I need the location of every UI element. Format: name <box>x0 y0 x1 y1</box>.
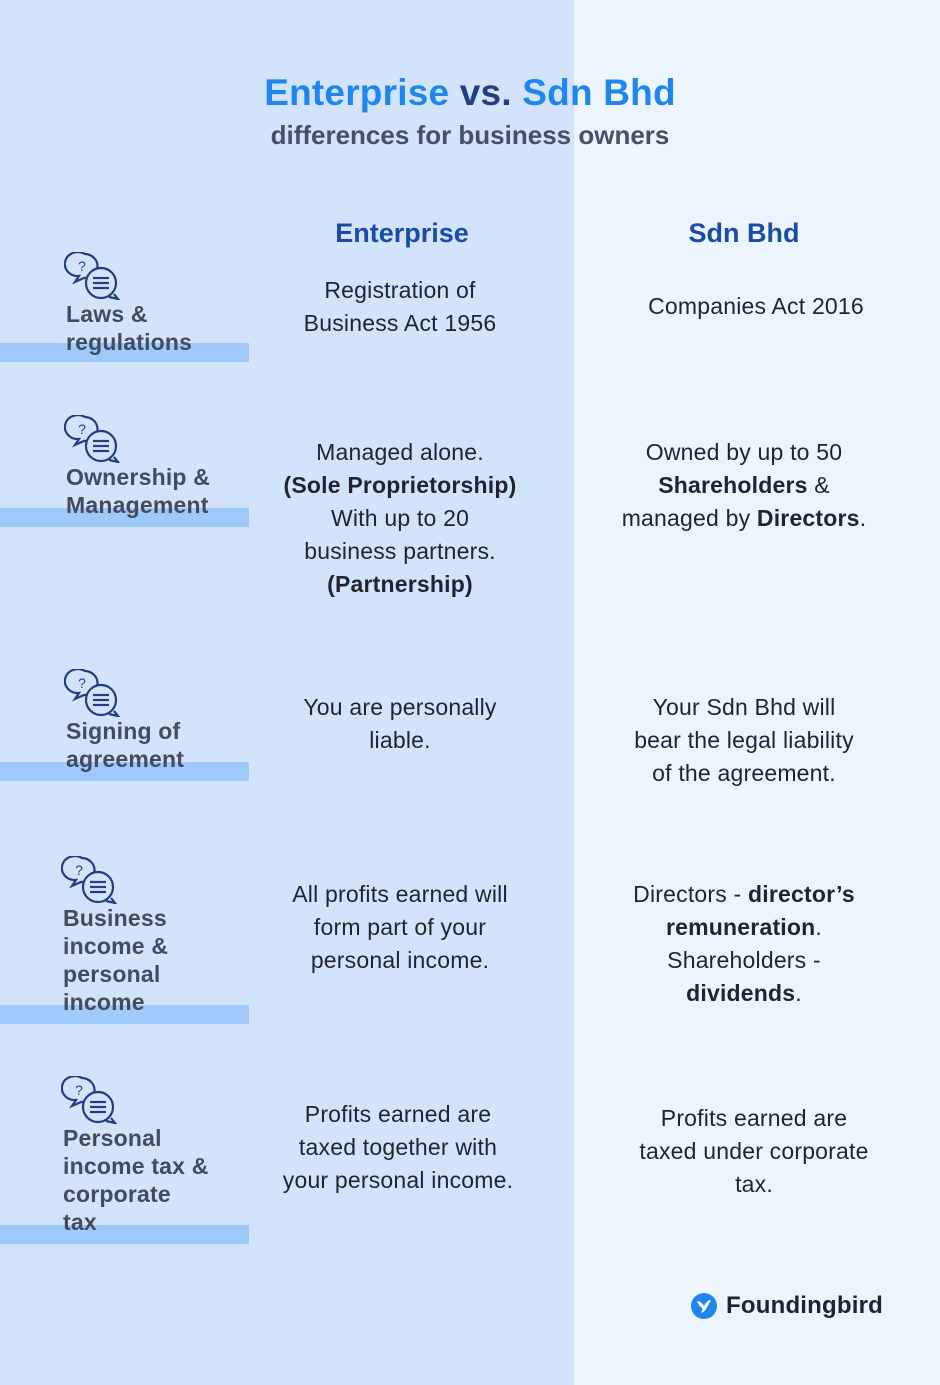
cell-sdn-income <box>596 878 892 1010</box>
cell-line: Shareholders - <box>667 947 821 973</box>
cell-line: business partners. <box>304 538 496 564</box>
question-chat-icon <box>64 252 122 300</box>
row-label-line: income tax & <box>63 1153 209 1179</box>
cell-line: taxed under corporate <box>639 1138 869 1164</box>
cell-text: . <box>859 505 867 531</box>
row-label-line: tax <box>63 1209 97 1235</box>
title-sdn-bhd: Sdn Bhd <box>522 72 676 113</box>
cell-line <box>596 469 892 502</box>
cell-line: Managed alone. <box>316 439 484 465</box>
cell-bold-text: Shareholders <box>658 472 808 498</box>
brand-footer <box>690 1292 883 1320</box>
cell-line: Profits earned are <box>660 1105 848 1131</box>
cell-text: . <box>795 980 802 1006</box>
row-label-line: Signing of <box>66 718 181 744</box>
cell-bold-text: director’s <box>748 881 855 907</box>
cell-line: (Partnership) <box>327 571 473 597</box>
cell-line: Business Act 1956 <box>303 310 497 336</box>
title-vs: vs. <box>459 72 512 113</box>
row-label-tax <box>0 1074 250 1246</box>
cell-line <box>596 502 892 535</box>
cell-line: Profits earned are <box>304 1101 492 1127</box>
row-label-line: Laws & <box>66 301 148 327</box>
cell-enterprise-ownership <box>260 436 540 601</box>
row-label-line: income & <box>63 933 169 959</box>
cell-line: Registration of <box>324 277 476 303</box>
title-enterprise: Enterprise <box>264 72 450 113</box>
brand-name: Foundingbird <box>726 1292 884 1319</box>
cell-enterprise-signing <box>260 691 540 757</box>
cell-line: You are personally <box>303 694 497 720</box>
cell-text: managed by <box>621 505 757 531</box>
cell-sdn-laws <box>610 290 902 323</box>
cell-bold-text: Directors <box>756 505 860 531</box>
question-chat-icon <box>61 1076 119 1124</box>
cell-line: Your Sdn Bhd will <box>652 694 836 720</box>
row-label-line: corporate <box>63 1181 171 1207</box>
svg-text:?: ? <box>78 675 86 691</box>
svg-text:?: ? <box>75 1082 83 1098</box>
cell-line: Owned by up to 50 <box>645 439 843 465</box>
question-chat-icon <box>64 669 122 717</box>
column-header-enterprise: Enterprise <box>335 218 469 248</box>
row-label-line: Personal <box>63 1125 162 1151</box>
cell-text: . <box>815 914 822 940</box>
cell-line: tax. <box>735 1171 773 1197</box>
foundingbird-logo-icon <box>690 1292 718 1320</box>
cell-bold-text: remuneration <box>666 914 816 940</box>
svg-text:?: ? <box>75 862 83 878</box>
cell-text: Directors - <box>633 881 749 907</box>
question-chat-icon <box>64 415 122 463</box>
row-label-line: Ownership & <box>66 464 211 490</box>
cell-line <box>596 878 892 911</box>
svg-text:?: ? <box>78 421 86 437</box>
row-label-line: income <box>63 989 145 1015</box>
cell-line: (Sole Proprietorship) <box>283 472 517 498</box>
cell-line: With up to 20 <box>330 505 470 531</box>
cell-enterprise-laws <box>260 274 540 340</box>
row-label-income <box>0 854 250 1026</box>
column-header-sdn-bhd: Sdn Bhd <box>688 218 800 248</box>
cell-text: & <box>807 472 830 498</box>
cell-sdn-tax <box>604 1102 904 1201</box>
question-chat-icon <box>61 856 119 904</box>
cell-line: Companies Act 2016 <box>648 293 864 319</box>
cell-line: your personal income. <box>282 1167 514 1193</box>
row-label-line: agreement <box>66 746 185 772</box>
row-label-laws <box>0 250 250 365</box>
row-label-ownership <box>0 413 250 528</box>
cell-sdn-signing <box>596 691 892 790</box>
row-label-signing <box>0 667 250 782</box>
row-label-line: personal <box>63 961 161 987</box>
cell-line: form part of your <box>313 914 487 940</box>
row-label-line: Management <box>66 492 209 518</box>
page-subtitle: differences for business owners <box>270 120 670 150</box>
page-title <box>0 72 940 114</box>
row-label-line: Business <box>63 905 167 931</box>
cell-line <box>596 977 892 1010</box>
cell-line <box>596 911 892 944</box>
cell-line: bear the legal liability <box>634 727 854 753</box>
cell-line: personal income. <box>310 947 490 973</box>
cell-enterprise-income <box>260 878 540 977</box>
cell-line: liable. <box>369 727 431 753</box>
cell-line: of the agreement. <box>652 760 836 786</box>
svg-text:?: ? <box>78 258 86 274</box>
row-label-line: regulations <box>66 329 193 355</box>
cell-bold-text: dividends <box>686 980 796 1006</box>
cell-enterprise-tax <box>256 1098 540 1197</box>
cell-line: All profits earned will <box>292 881 508 907</box>
cell-sdn-ownership <box>596 436 892 535</box>
cell-line: taxed together with <box>298 1134 498 1160</box>
